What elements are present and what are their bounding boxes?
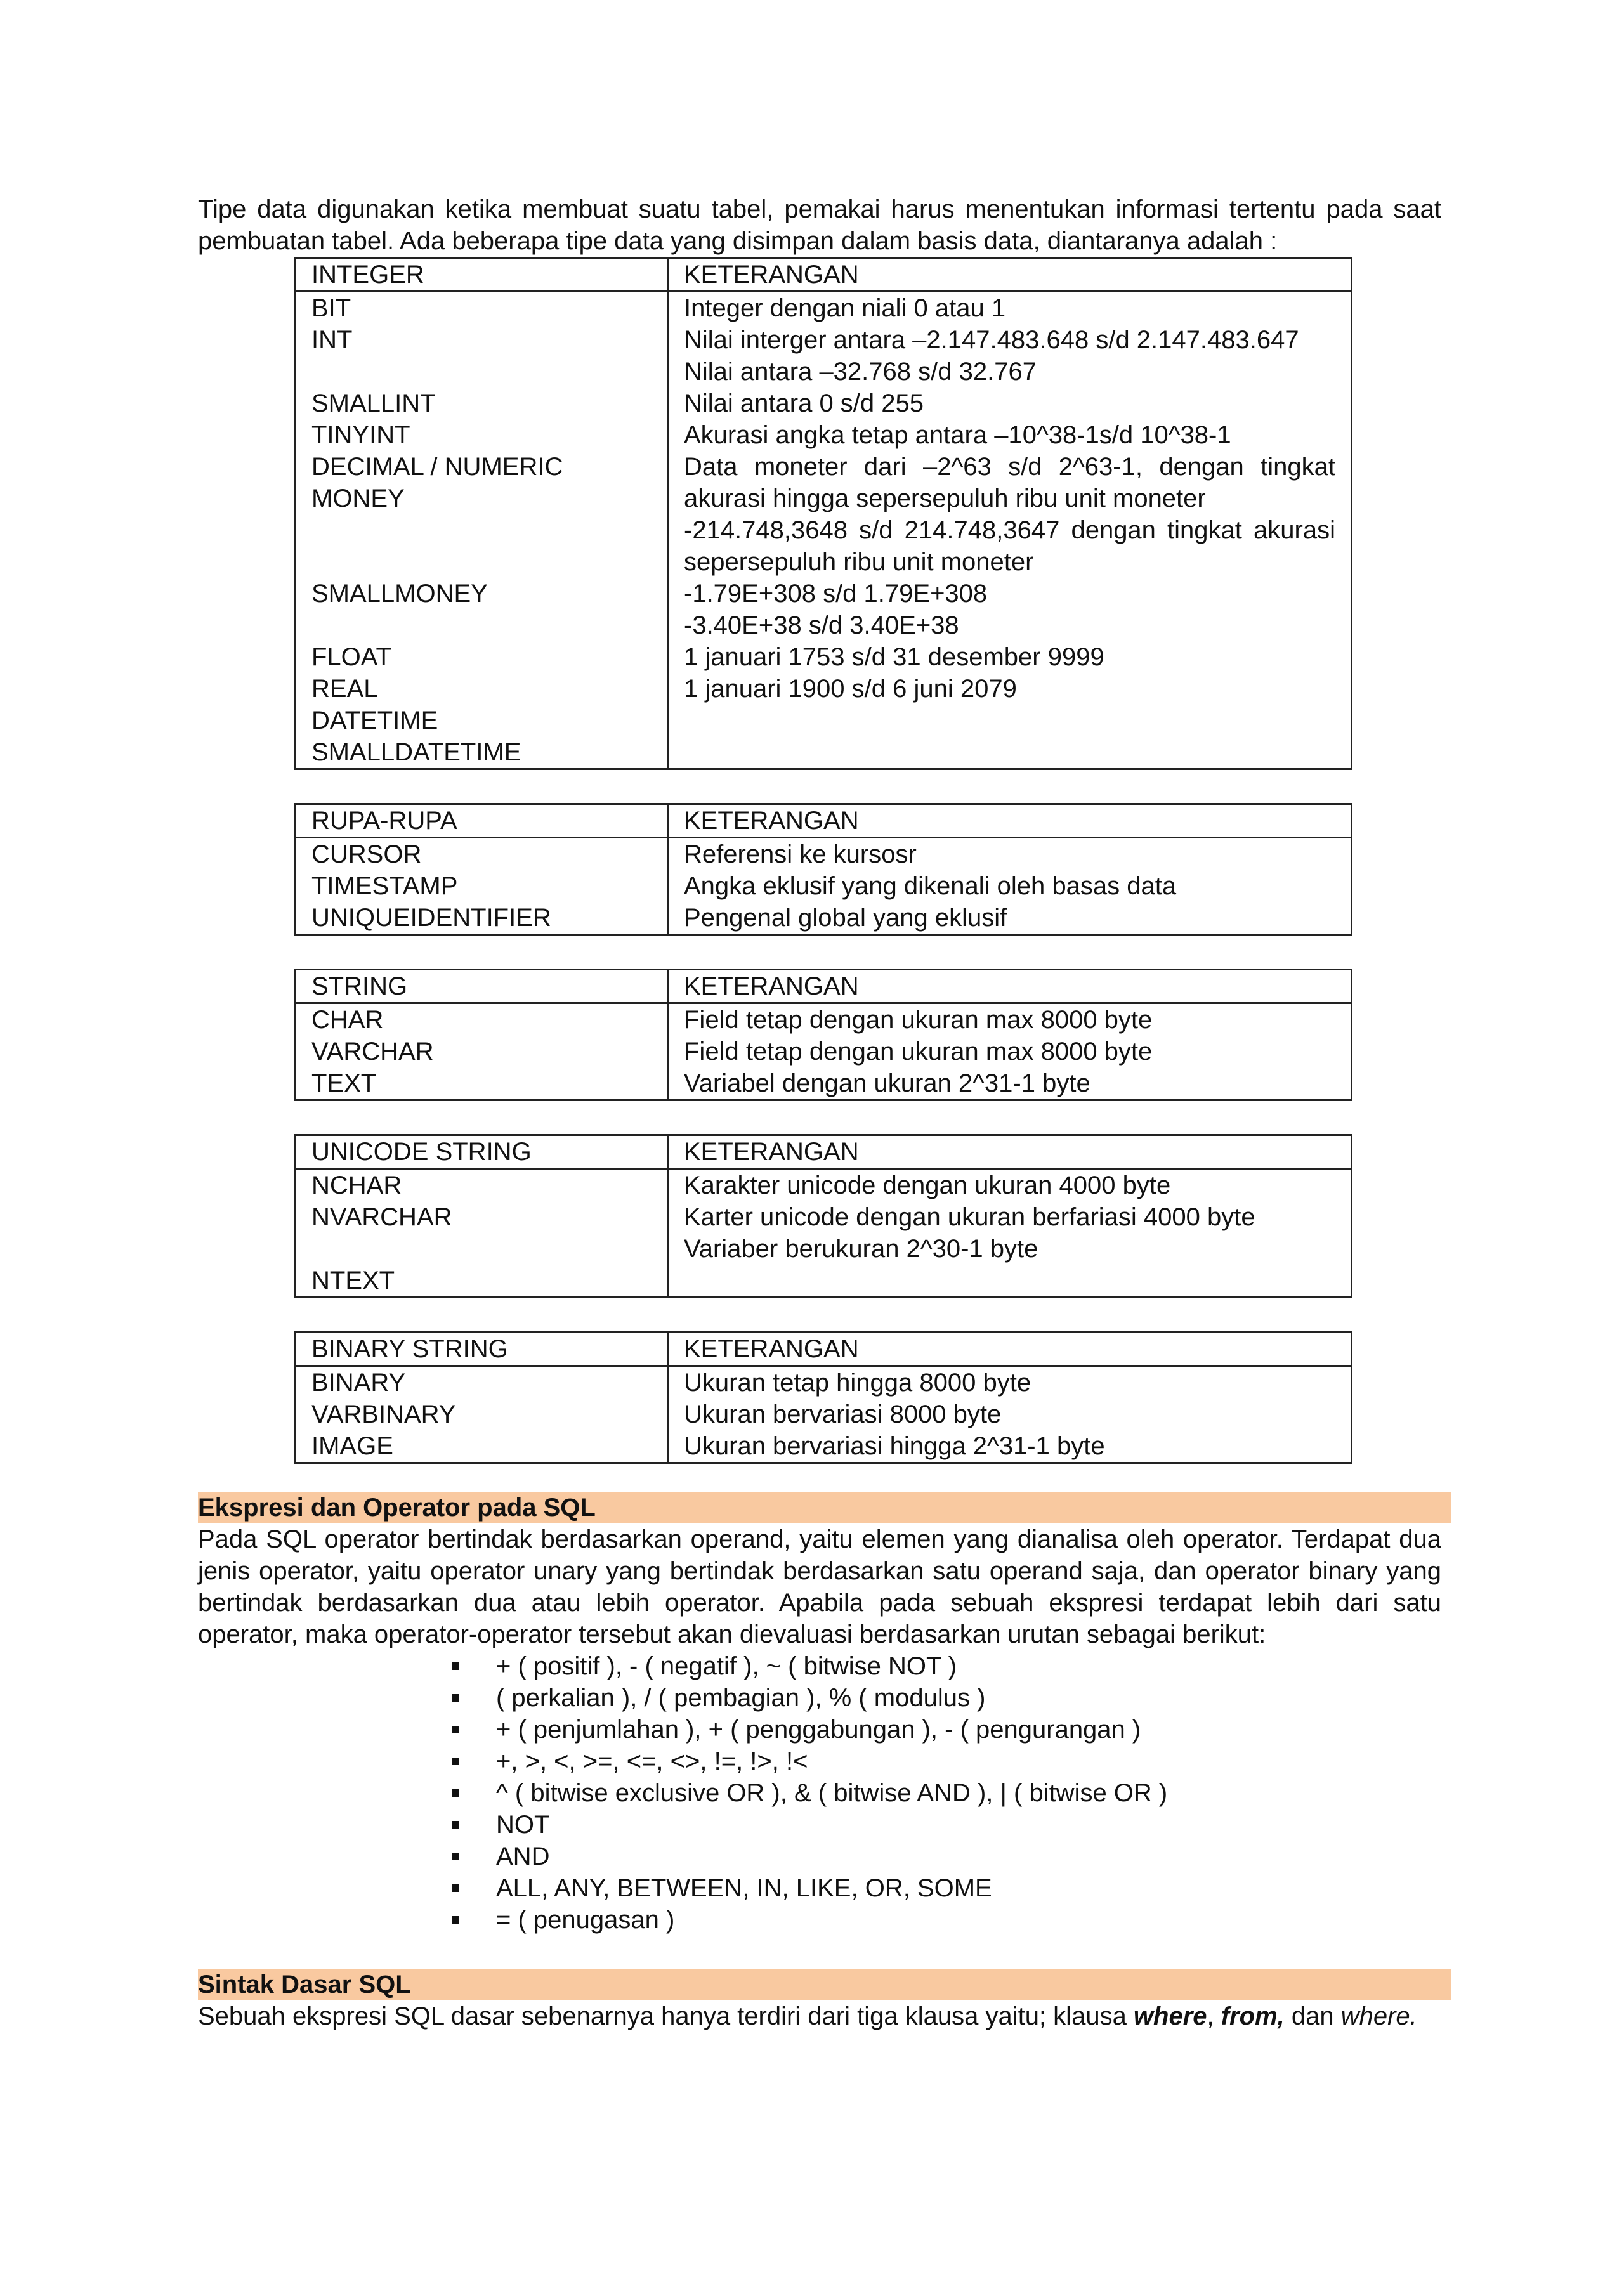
type-name: SMALLINT	[311, 389, 436, 417]
list-item: = ( penugasan )	[452, 1904, 1441, 1936]
table-header-row	[296, 804, 1352, 838]
type-name	[311, 356, 667, 388]
type-name: VARBINARY	[311, 1400, 456, 1428]
spacer	[198, 936, 1441, 969]
integer-table	[294, 257, 1352, 770]
type-description: Ukuran tetap hingga 8000 byte	[684, 1369, 1031, 1397]
type-description: Nilai antara 0 s/d 255	[684, 389, 924, 417]
intro-paragraph: Tipe data digunakan ketika membuat suatu tabel, pemakai harus menentukan informasi tertentu pada saat pembuatan tabel. Ada beberapa tipe data yang disimpan dalam basis data, diantaranya adalah :	[198, 195, 1441, 255]
type-description: Variaber berukuran 2^30-1 byte	[684, 1235, 1038, 1263]
type-name: NTEXT	[311, 1267, 395, 1295]
type-description: 1 januari 1753 s/d 31 desember 9999	[684, 643, 1104, 671]
type-column	[296, 1366, 668, 1463]
table-body-row	[296, 1366, 1352, 1463]
type-description: Angka eklusif yang dikenali oleh basas data	[684, 872, 1177, 900]
type-column	[296, 1003, 668, 1100]
section-heading-operators: Ekspresi dan Operator pada SQL	[198, 1492, 1451, 1523]
type-name	[311, 1233, 667, 1265]
type-description: Ukuran bervariasi 8000 byte	[684, 1400, 1002, 1428]
type-description: Data moneter dari –2^63 s/d 2^63-1, dengan tingkat akurasi hingga sepersepuluh ribu unit moneter	[684, 453, 1335, 512]
table-body-row	[296, 292, 1352, 769]
type-description: -214.748,3648 s/d 214.748,3647 dengan tingkat akurasi sepersepuluh ribu unit moneter	[684, 516, 1335, 576]
operators-paragraph: Pada SQL operator bertindak berdasarkan operand, yaitu elemen yang dianalisa oleh operator. Terdapat dua jenis operator, yaitu operator unary yang bertindak berdasarkan satu operand saja, dan operator binary yang bertindak berdasarkan dua atau lebih operator. Apabila pada sebuah ekspresi terdapat lebih dari satu operator, maka operator-operator tersebut akan dievaluasi berdasarkan urutan sebagai berikut:	[198, 1525, 1441, 1648]
type-description: Field tetap dengan ukuran max 8000 byte	[684, 1038, 1153, 1066]
type-name: BINARY	[311, 1369, 406, 1397]
table-body-row	[296, 1003, 1352, 1100]
type-name: REAL	[311, 675, 378, 703]
type-name: TIMESTAMP	[311, 872, 458, 900]
type-name: MONEY	[311, 485, 405, 512]
type-name: VARCHAR	[311, 1038, 434, 1066]
type-description: Field tetap dengan ukuran max 8000 byte	[684, 1006, 1153, 1034]
unicode-string-table	[294, 1134, 1352, 1298]
table-body-row	[296, 838, 1352, 935]
type-description: 1 januari 1900 s/d 6 juni 2079	[684, 675, 1017, 703]
type-name: BIT	[311, 294, 351, 322]
spacer	[198, 1298, 1441, 1331]
string-table	[294, 969, 1352, 1101]
description-column	[668, 1366, 1352, 1463]
type-description: Akurasi angka tetap antara –10^38-1s/d 10^38-1	[684, 421, 1231, 449]
type-name: CHAR	[311, 1006, 384, 1034]
type-description: Ukuran bervariasi hingga 2^31-1 byte	[684, 1432, 1105, 1460]
type-name: SMALLDATETIME	[311, 738, 521, 766]
type-name: DATETIME	[311, 707, 438, 734]
document-page	[198, 193, 1441, 2032]
list-item: NOT	[452, 1809, 1441, 1841]
table-body-row	[296, 1169, 1352, 1298]
spacer	[198, 1101, 1441, 1134]
operator-precedence-list	[198, 1650, 1441, 1936]
header-cell: RUPA-RUPA	[296, 804, 668, 838]
header-cell: STRING	[296, 970, 668, 1003]
table-header-row	[296, 970, 1352, 1003]
type-description: Referensi ke kursosr	[684, 840, 917, 868]
separator-text: ,	[1207, 2002, 1221, 2030]
header-cell: UNICODE STRING	[296, 1135, 668, 1169]
type-name	[311, 514, 667, 546]
description-column	[668, 1003, 1352, 1100]
header-cell: INTEGER	[296, 258, 668, 292]
description-column	[668, 1169, 1352, 1298]
type-name	[311, 610, 667, 641]
type-name: NCHAR	[311, 1171, 402, 1199]
syntax-text: Sebuah ekspresi SQL dasar sebenarnya hanya terdiri dari tiga klausa yaitu; klausa	[198, 2002, 1134, 2030]
description-column	[668, 838, 1352, 935]
type-description: Pengenal global yang eklusif	[684, 904, 1007, 932]
type-name: UNIQUEIDENTIFIER	[311, 904, 551, 932]
type-name: TEXT	[311, 1069, 377, 1097]
type-name: DECIMAL / NUMERIC	[311, 453, 563, 481]
header-cell: KETERANGAN	[668, 258, 1352, 292]
type-name	[311, 546, 667, 578]
type-column	[296, 292, 668, 769]
list-item: ( perkalian ), / ( pembagian ), % ( modulus )	[452, 1682, 1441, 1714]
spacer	[198, 770, 1441, 803]
list-item: AND	[452, 1841, 1441, 1872]
type-description: Karakter unicode dengan ukuran 4000 byte	[684, 1171, 1171, 1199]
list-item: +, >, <, >=, <=, <>, !=, !>, !<	[452, 1745, 1441, 1777]
type-name: FLOAT	[311, 643, 391, 671]
keyword-where-italic: where.	[1340, 2002, 1417, 2030]
table-header-row	[296, 1333, 1352, 1366]
table-header-row	[296, 258, 1352, 292]
type-column	[296, 838, 668, 935]
header-cell: KETERANGAN	[668, 1135, 1352, 1169]
keyword-where: where	[1133, 2002, 1207, 2030]
table-header-row	[296, 1135, 1352, 1169]
type-column	[296, 1169, 668, 1298]
type-description: -1.79E+308 s/d 1.79E+308	[684, 580, 988, 608]
header-cell: KETERANGAN	[668, 804, 1352, 838]
type-name: IMAGE	[311, 1432, 393, 1460]
type-name: NVARCHAR	[311, 1203, 452, 1231]
keyword-from: from,	[1221, 2002, 1285, 2030]
header-cell: KETERANGAN	[668, 970, 1352, 1003]
header-cell: KETERANGAN	[668, 1333, 1352, 1366]
syntax-paragraph	[198, 2000, 1441, 2032]
type-description: Variabel dengan ukuran 2^31-1 byte	[684, 1069, 1090, 1097]
list-item: ALL, ANY, BETWEEN, IN, LIKE, OR, SOME	[452, 1872, 1441, 1904]
type-description: Karter unicode dengan ukuran berfariasi 4000 byte	[684, 1203, 1255, 1231]
type-name: TINYINT	[311, 421, 410, 449]
header-cell: BINARY STRING	[296, 1333, 668, 1366]
list-item: + ( positif ), - ( negatif ), ~ ( bitwise NOT )	[452, 1650, 1441, 1682]
binary-string-table	[294, 1331, 1352, 1464]
type-description: -3.40E+38 s/d 3.40E+38	[684, 611, 959, 639]
type-description: Nilai antara –32.768 s/d 32.767	[684, 358, 1037, 386]
list-item: ^ ( bitwise exclusive OR ), & ( bitwise AND ), | ( bitwise OR )	[452, 1777, 1441, 1809]
list-item: + ( penjumlahan ), + ( penggabungan ), - ( pengurangan )	[452, 1714, 1441, 1745]
description-column	[668, 292, 1352, 769]
type-name: SMALLMONEY	[311, 580, 488, 608]
section-heading-syntax: Sintak Dasar SQL	[198, 1969, 1451, 2000]
type-name: CURSOR	[311, 840, 422, 868]
separator-text: dan	[1284, 2002, 1341, 2030]
misc-table	[294, 803, 1352, 936]
type-name: INT	[311, 326, 353, 354]
type-description: Nilai interger antara –2.147.483.648 s/d 2.147.483.647	[684, 326, 1299, 354]
type-description: Integer dengan niali 0 atau 1	[684, 294, 1006, 322]
